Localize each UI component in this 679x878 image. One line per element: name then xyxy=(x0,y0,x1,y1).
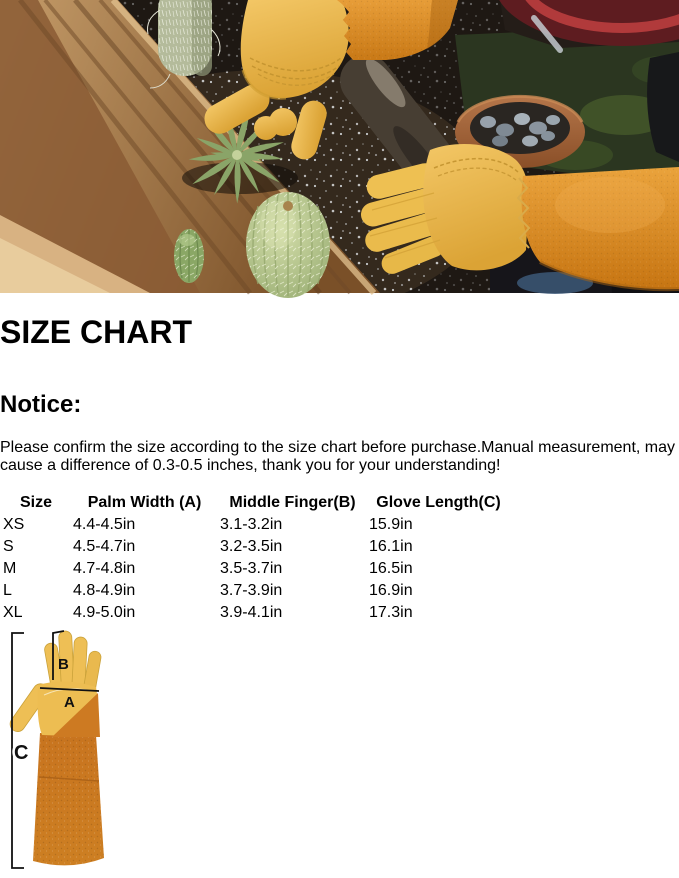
size-cell: M xyxy=(3,560,17,578)
value-cell: 4.7-4.8in xyxy=(73,560,136,578)
product-photo xyxy=(0,0,679,293)
value-cell: 3.7-3.9in xyxy=(220,582,283,600)
label-c: C xyxy=(14,742,29,765)
header-row xyxy=(2,493,509,513)
size-cell: L xyxy=(3,582,12,600)
table-row xyxy=(2,559,509,579)
banner-title: SIZE CHART xyxy=(0,314,192,351)
value-cell: 4.5-4.7in xyxy=(73,538,136,556)
size-chart-table xyxy=(0,491,511,625)
barrel-cactus xyxy=(246,192,330,298)
column-header-middle-finger: Middle Finger(B) xyxy=(229,494,356,512)
label-b: B xyxy=(58,656,69,674)
notice-section xyxy=(0,391,679,475)
value-cell: 4.8-4.9in xyxy=(73,582,136,600)
table-row xyxy=(2,515,509,535)
value-cell: 3.5-3.7in xyxy=(220,560,283,578)
value-cell: 16.5in xyxy=(369,560,413,578)
value-cell: 4.4-4.5in xyxy=(73,516,136,534)
glove-measurement-diagram xyxy=(0,625,106,873)
column-header-glove-length: Glove Length(C) xyxy=(376,494,501,512)
size-cell: S xyxy=(3,538,14,556)
size-cell: XL xyxy=(3,604,23,622)
table-row xyxy=(2,581,509,601)
value-cell: 16.1in xyxy=(369,538,413,556)
notice-heading: Notice: xyxy=(0,391,82,419)
notice-body: Please confirm the size according to the size chart before purchase.Manual measurement, may cause a difference of 0.3-0.5 inches, thank you for your understanding! xyxy=(0,439,675,475)
size-chart-section xyxy=(0,491,679,878)
column-header-palm-width: Palm Width (A) xyxy=(87,494,202,512)
small-cactus xyxy=(174,229,204,283)
column-header-size: Size xyxy=(19,494,52,512)
value-cell: 3.2-3.5in xyxy=(220,538,283,556)
value-cell: 15.9in xyxy=(369,516,413,534)
size-cell: XS xyxy=(3,516,25,534)
value-cell: 17.3in xyxy=(369,604,413,622)
size-chart-banner xyxy=(0,314,679,371)
table-row xyxy=(2,537,509,557)
value-cell: 3.1-3.2in xyxy=(220,516,283,534)
value-cell: 3.9-4.1in xyxy=(220,604,283,622)
label-a: A xyxy=(64,694,75,712)
value-cell: 16.9in xyxy=(369,582,413,600)
value-cell: 4.9-5.0in xyxy=(73,604,136,622)
table-row xyxy=(2,603,509,623)
